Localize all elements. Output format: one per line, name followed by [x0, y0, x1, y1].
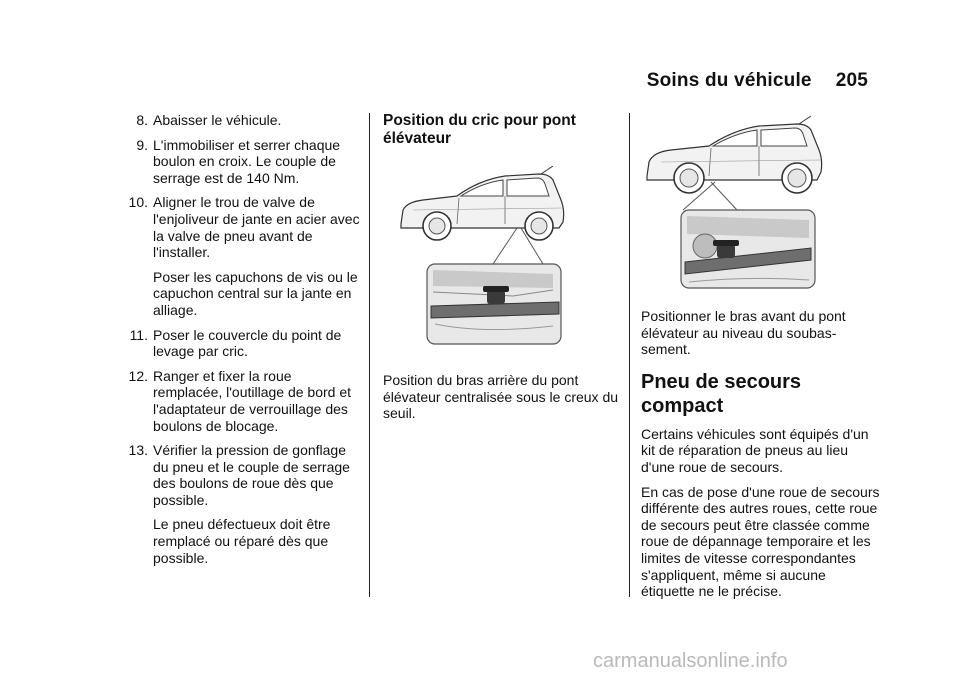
- step-item: [112, 442, 362, 566]
- caption-front-lift: Positionner le bras avant du pont élévateur au niveau du soubassement.: [641, 308, 846, 358]
- column-divider-right: [629, 113, 630, 597]
- caption-rear-lift: Position du bras arrière du pont élévateur centralisée sous le creux du seuil.: [383, 372, 619, 422]
- car-side-front-lift-illustration: [639, 112, 859, 290]
- column-lift-front-spare: [641, 112, 881, 608]
- paragraph-repair-kit: Certains véhicules sont équipés d'un kit de réparation de pneus au lieu d'une roue de secours.: [641, 425, 869, 475]
- column-steps: [112, 112, 362, 574]
- step-item: [112, 194, 362, 318]
- step-text: Vérifier la pression de gonflage du pneu et le couple de serrage des boulons de roue dès que possible.: [153, 442, 350, 508]
- step-subtext: Le pneu défectueux doit être remplacé ou réparé dès que possible.: [153, 516, 331, 566]
- step-text: Abaisser le véhicule.: [153, 112, 282, 128]
- step-number: 10.: [128, 194, 148, 211]
- step-text: Aligner le trou de valve de l'enjoliveur de jante en acier avec la valve de pneu avant de l'installer.: [153, 194, 360, 261]
- illustration-front-lift-point: [639, 112, 859, 290]
- column-lift-rear: [383, 112, 623, 430]
- car-side-rear-lift-illustration: [393, 166, 573, 352]
- page-header: [647, 70, 868, 92]
- step-text: L'immobiliser et serrer chaque boulon en croix. Le couple de serrage est de 140 Nm.: [153, 136, 341, 186]
- step-number: 11.: [129, 326, 148, 343]
- step-number: 9.: [136, 136, 148, 153]
- step-number: 8.: [136, 112, 148, 128]
- step-text: Ranger et fixer la roue remplacée, l'outillage de bord et l'adaptateur de verrouillage des boulons de blocage.: [153, 367, 352, 434]
- step-item: [112, 112, 362, 129]
- step-number: 12.: [128, 367, 148, 384]
- step-text: Poser le couvercle du point de levage par cric.: [153, 326, 342, 360]
- step-subtext: Poser les capuchons de vis ou le capuchon central sur la jante en alliage.: [153, 268, 358, 318]
- page-number: 205: [835, 70, 868, 91]
- illustration-rear-lift-point: [393, 166, 573, 352]
- column-divider-left: [369, 113, 370, 597]
- step-item: [112, 137, 362, 187]
- step-item: [112, 368, 362, 434]
- paragraph-temporary-spare: En cas de pose d'une roue de secours différente des autres roues, cette roue de secours peut être classée comme roue de dépannage temporaire et les limites de vitesse correspondantes s'appliquent, même si aucune étiquette ne le précise.: [641, 483, 880, 600]
- section-title: Soins du véhicule: [646, 70, 812, 91]
- watermark-footer: carmanualsonline.info: [593, 650, 788, 672]
- section-heading-compact-spare: Pneu de secours compact: [641, 370, 802, 417]
- step-item: [112, 327, 362, 360]
- step-number: 13.: [128, 442, 148, 459]
- section-heading-lift-position: Position du cric pour pont élévateur: [383, 112, 576, 147]
